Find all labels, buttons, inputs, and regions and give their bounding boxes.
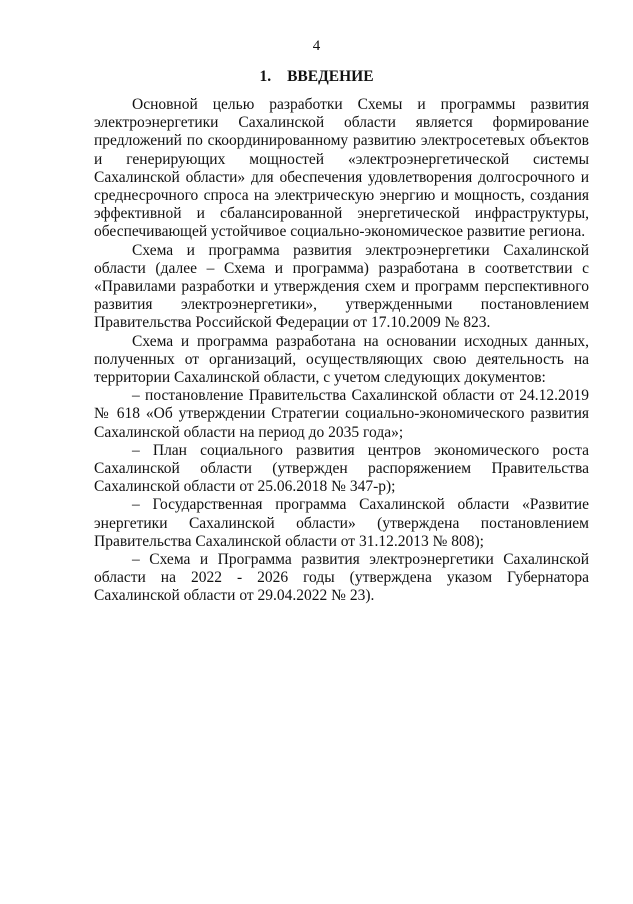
section-heading (0, 68, 633, 86)
paragraph-purpose: Основной целью разработки Схемы и программы развития электроэнергетики Сахалинской области является формирование предложений по скоординированному развитию электросетевых объектов и генерирующих мощностей «электроэнергетической системы Сахалинской области» для обеспечения удовлетворения долгосрочного и среднесрочного спроса на электрическую энергию и мощность, создания эффективной и сбалансированной энергетической инфраструктуры, обеспечивающей устойчивое социально-экономическое развитие региона. (94, 96, 589, 241)
section-title: ВВЕДЕНИЕ (287, 68, 374, 85)
section-number: 1. (259, 68, 272, 85)
list-item-previous-scheme: – Схема и Программа развития электроэнергетики Сахалинской области на 2022 - 2026 годы (утверждена указом Губернатора Сахалинской области от 29.04.2022 № 23). (94, 551, 589, 605)
paragraph-basis: Схема и программа развития электроэнергетики Сахалинской области (далее – Схема и программа) разработана в соответствии с «Правилами разработки и утверждения схем и программ перспективного развития электроэнергетики», утвержденными постановлением Правительства Российской Федерации от 17.10.2009 № 823. (94, 241, 589, 332)
list-item-state-program: – Государственная программа Сахалинской области «Развитие энергетики Сахалинской области» (утверждена постановлением Правительства Сахалинской области от 31.12.2013 № 808); (94, 496, 589, 550)
list-item-strategy: – постановление Правительства Сахалинской области от 24.12.2019 № 618 «Об утверждении Стратегии социально-экономического развития Сахалинской области на период до 2035 года»; (94, 387, 589, 441)
list-item-social-plan: – План социального развития центров экономического роста Сахалинской области (утвержден распоряжением Правительства Сахалинской области от 25.06.2018 № 347-р); (94, 441, 589, 496)
paragraph-sources: Схема и программа разработана на основании исходных данных, полученных от организаций, осуществляющих свою деятельность на территории Сахалинской области, с учетом следующих документов: (94, 332, 589, 387)
page-number: 4 (312, 38, 321, 54)
document-body (94, 96, 589, 606)
